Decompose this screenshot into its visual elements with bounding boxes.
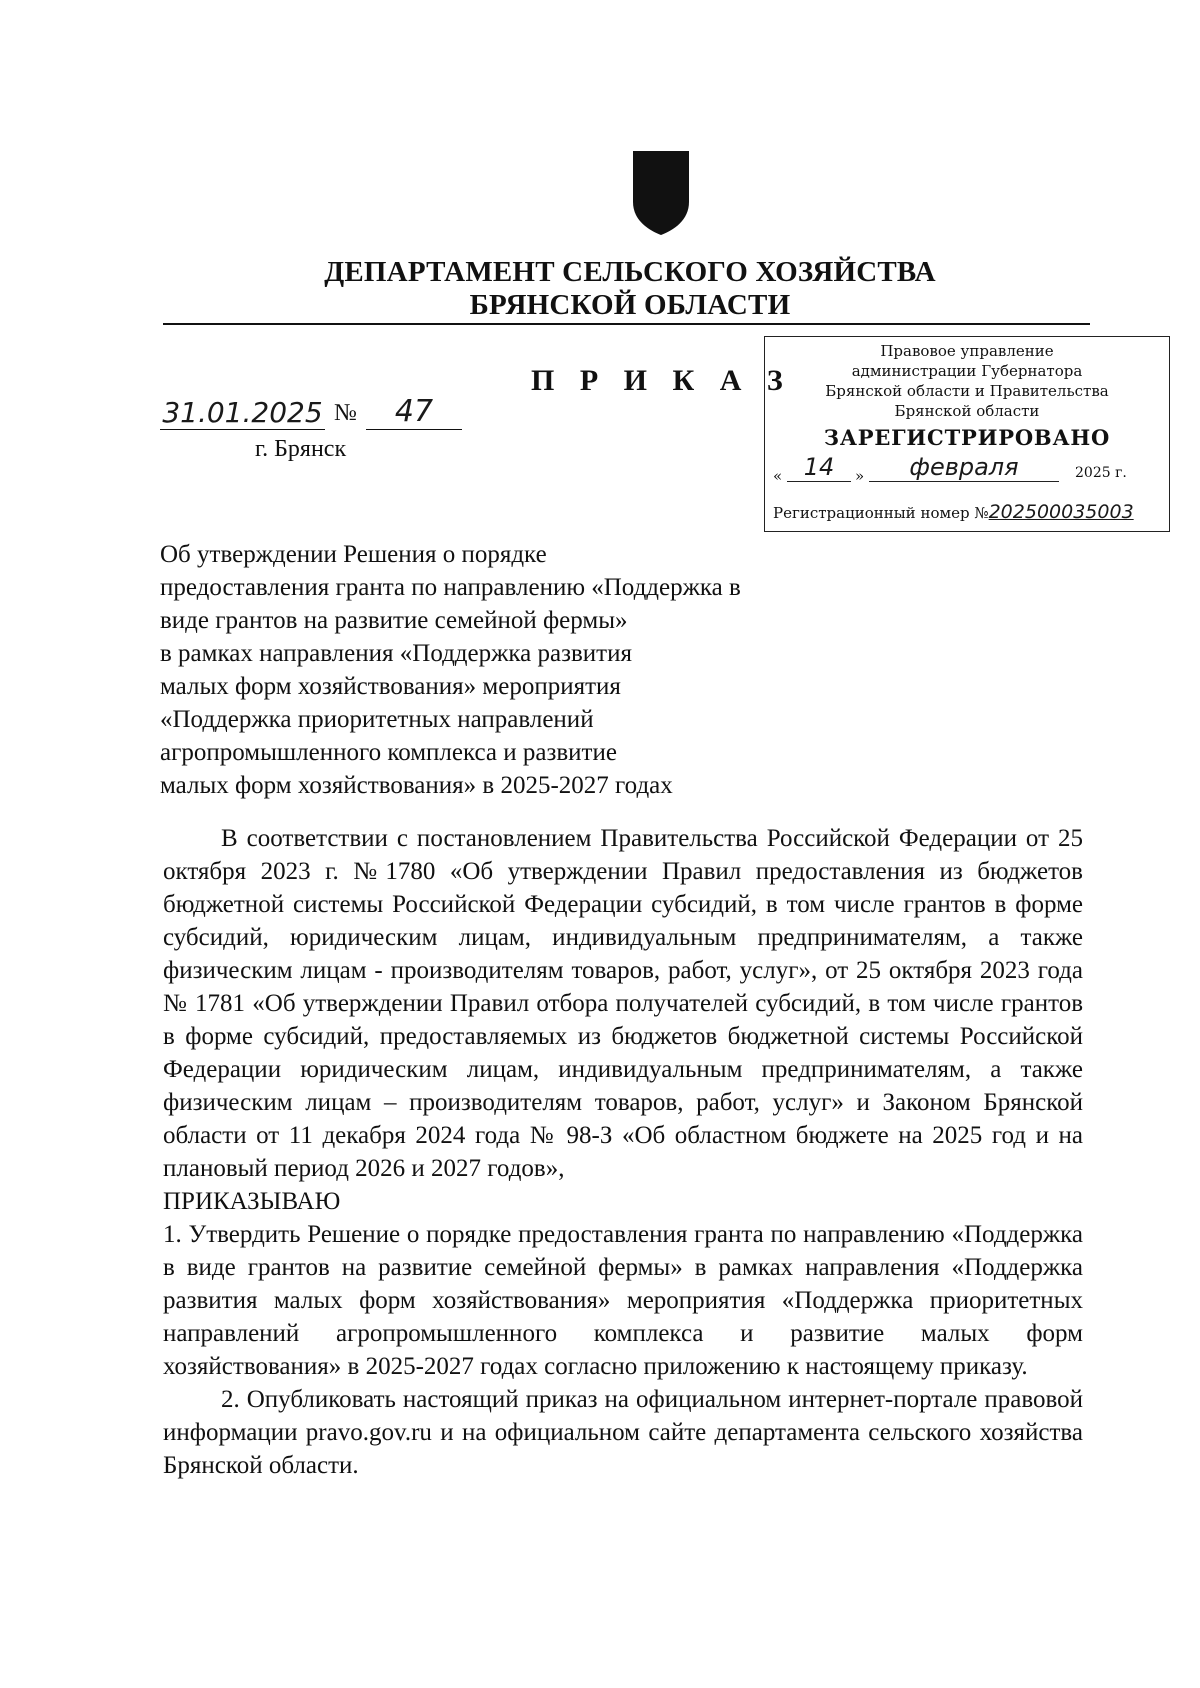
stamp-organization — [765, 337, 1169, 421]
stamp-reg-number-value: 202500035003 — [988, 501, 1134, 523]
order-date-number — [160, 392, 470, 436]
coat-of-arms-emblem-icon — [632, 150, 690, 236]
order-number-label: № — [334, 400, 357, 426]
stamp-org-line3: Брянской области и Правительства — [825, 382, 1109, 400]
stamp-quote-open: « — [773, 467, 783, 485]
stamp-year: 2025 г. — [1075, 465, 1127, 481]
city-label: г. Брянск — [255, 436, 347, 462]
subject-line: малых форм хозяйствования» в 2025-2027 годах — [160, 772, 673, 799]
order-item-1: 1. Утвердить Решение о порядке предоставления гранта по направлению «Поддержка в виде грантов на развитие семейной фермы» в рамках направления «Поддержка развития малых форм хозяйствования» мероприятия «Поддержка приоритетных направлений агропромышленного комплекса и развитие малых форм хозяйствования» в 2025-2027 годах согласно приложению к настоящему приказу. — [163, 1221, 1083, 1380]
subject-line: Об утверждении Решения о порядке — [160, 541, 547, 568]
order-item-2: 2. Опубликовать настоящий приказ на официальном интернет-портале правовой информации pravo.gov.ru и на официальном сайте департамента сельского хозяйства Брянской области. — [163, 1386, 1083, 1479]
stamp-reg-number-label: Регистрационный номер № — [773, 504, 989, 522]
stamp-reg-number — [773, 501, 1165, 523]
stamp-date — [773, 453, 1165, 487]
registration-stamp — [764, 336, 1170, 532]
order-subject — [160, 538, 860, 802]
preamble-paragraph: В соответствии с постановлением Правительства Российской Федерации от 25 октября 2023 г. №1780 «Об утверждении Правил предоставления из бюджетов бюджетной системы Российской Федерации субсидий, в том числе грантов в форме субсидий, юридическим лицам, индивидуальным предпринимателям, а также физическим лицам - производителям товаров, работ, услуг», от 25 октября 2023 года № 1781 «Об утверждении Правил отбора получателей субсидий, в том числе грантов в форме субсидий, предоставляемых из бюджетов бюджетной системы Российской Федерации юридическим лицам, индивидуальным предпринимателям, а также физическим лицам – производителям товаров, работ, услуг» и Законом Брянской области от 11 декабря 2024 года № 98-З «Об областном бюджете на 2025 год и на плановый период 2026 и 2027 годов», — [163, 825, 1083, 1182]
department-heading — [160, 256, 1100, 322]
stamp-org-line2: администрации Губернатора — [851, 362, 1083, 380]
subject-line: агропромышленного комплекса и развитие — [160, 739, 617, 766]
order-body — [163, 822, 1083, 1482]
department-heading-line2: БРЯНСКОЙ ОБЛАСТИ — [469, 289, 791, 321]
stamp-org-line4: Брянской области — [894, 402, 1040, 420]
order-number: 47 — [366, 394, 462, 430]
order-directive: ПРИКАЗЫВАЮ — [163, 1188, 341, 1215]
subject-line: малых форм хозяйствования» мероприятия — [160, 673, 621, 700]
subject-line: предоставления гранта по направлению «Поддержка в — [160, 574, 741, 601]
subject-line: виде грантов на развитие семейной фермы» — [160, 607, 628, 634]
stamp-quote-close: » — [855, 467, 865, 485]
order-date: 31.01.2025 — [160, 396, 325, 430]
subject-line: в рамках направления «Поддержка развития — [160, 640, 632, 667]
stamp-registered-label: ЗАРЕГИСТРИРОВАНО — [823, 425, 1111, 450]
document-title: П Р И К А З — [531, 364, 792, 397]
department-heading-line1: ДЕПАРТАМЕНТ СЕЛЬСКОГО ХОЗЯЙСТВА — [324, 256, 936, 288]
stamp-org-line1: Правовое управление — [880, 342, 1054, 360]
heading-divider — [163, 323, 1090, 325]
stamp-day: 14 — [787, 453, 851, 482]
stamp-month: февраля — [869, 453, 1059, 482]
subject-line: «Поддержка приоритетных направлений — [160, 706, 594, 733]
